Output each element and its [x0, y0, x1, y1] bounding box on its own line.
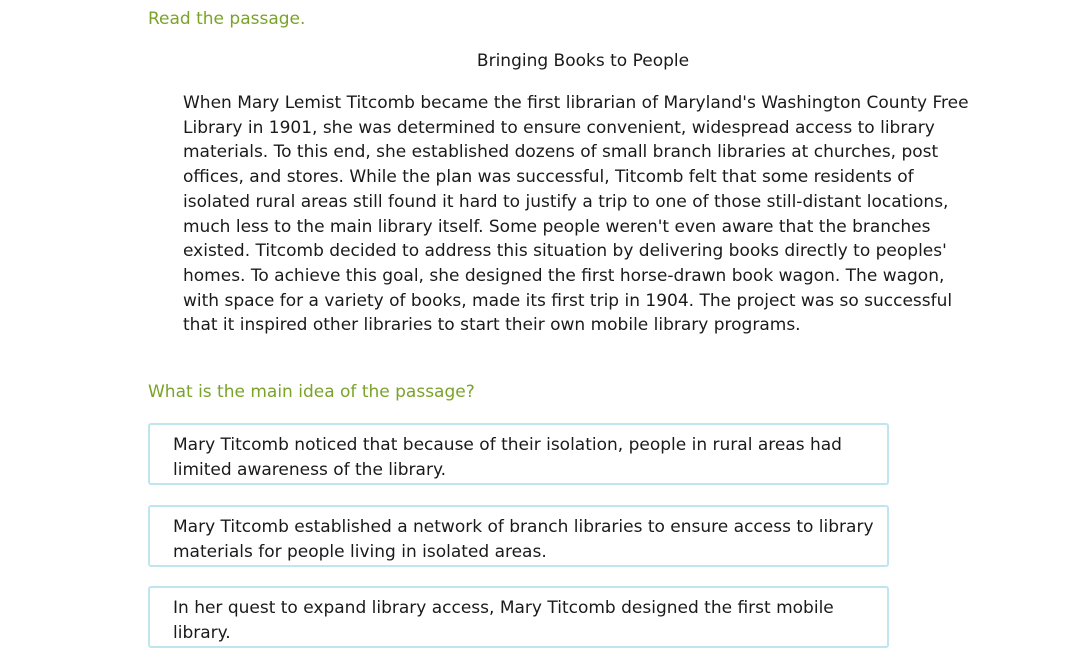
instruction-text: Read the passage.	[148, 9, 306, 29]
answer-choice-2[interactable]	[148, 505, 889, 567]
answer-choice-1[interactable]	[148, 423, 889, 485]
passage-body: When Mary Lemist Titcomb became the first librarian of Maryland's Washington County Free Library in 1901, she was determined to ensure convenient, widespread access to library materials. To this end, she established dozens of small branch libraries at churches, post offices, and stores. While the plan was successful, Titcomb felt that some residents of isolated rural areas still found it hard to justify a trip to one of those still-distant locations, much less to the main library itself. Some people weren't even aware that the branches existed. Titcomb decided to address this situation by delivering books directly to peoples' homes. To achieve this goal, she designed the first horse-drawn book wagon. The wagon, with space for a variety of books, made its first trip in 1904. The project was so successful that it inspired other libraries to start their own mobile library programs.	[183, 93, 969, 336]
question-text: What is the main idea of the passage?	[148, 382, 475, 402]
answer-choice-2-text: Mary Titcomb established a network of branch libraries to ensure access to library materials for people living in isolated areas.	[173, 517, 874, 562]
answer-choice-3-text: In her quest to expand library access, Mary Titcomb designed the first mobile library.	[173, 598, 834, 643]
answer-choice-1-text: Mary Titcomb noticed that because of their isolation, people in rural areas had limited awareness of the library.	[173, 435, 842, 480]
passage-title: Bringing Books to People	[476, 51, 690, 71]
answer-choice-3[interactable]	[148, 586, 889, 648]
